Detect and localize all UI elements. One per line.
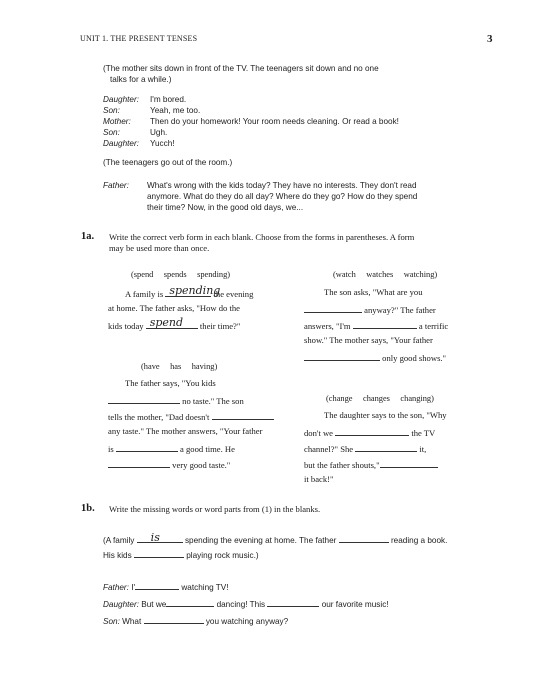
- choices-spend: (spend spends spending): [131, 270, 231, 279]
- speaker-line: Ugh.: [150, 128, 168, 137]
- answer-blank[interactable]: [137, 533, 183, 543]
- page-number: 3: [487, 33, 493, 45]
- text: kids today: [108, 321, 144, 331]
- handwritten-answer: spending: [169, 284, 221, 297]
- text: but the father shouts,": [304, 460, 380, 470]
- dialogue-line: [103, 139, 443, 150]
- text: don't we: [304, 428, 333, 438]
- answer-blank[interactable]: [108, 458, 170, 468]
- father-line-1: What's wrong with the kids today? They have no interests. They don't read: [147, 181, 417, 190]
- answer-blank[interactable]: [380, 458, 438, 468]
- answer-blank[interactable]: [304, 351, 380, 361]
- b3-line-2: [108, 394, 244, 406]
- text: their time?": [199, 321, 241, 331]
- speaker-label: Daughter:: [103, 139, 139, 148]
- answer-blank[interactable]: [135, 580, 179, 590]
- b4-line-4: [304, 458, 438, 470]
- b2-line-2: [304, 303, 436, 315]
- b1-line-2: at home. The father asks, "How do the: [108, 303, 240, 313]
- b2-line-3: [304, 319, 448, 331]
- text: playing rock music.): [186, 551, 259, 560]
- answer-blank[interactable]: [108, 394, 180, 404]
- b4-line-5: it back!": [304, 474, 334, 484]
- b1-line-3: [108, 316, 241, 331]
- text: you watching anyway?: [205, 617, 289, 626]
- choices-watch: (watch watches watching): [333, 270, 438, 279]
- ex1b-dialogue-2: [103, 597, 389, 610]
- answer-blank[interactable]: [166, 597, 214, 607]
- b3-line-5: [108, 442, 235, 454]
- ex1b-para-line-1: [103, 533, 447, 546]
- b2-line-5: [304, 351, 446, 363]
- b1-line-1: [125, 284, 254, 299]
- text: the TV: [411, 428, 436, 438]
- exercise-number-1a: 1a.: [81, 231, 95, 242]
- speaker-label: Father:: [103, 583, 129, 592]
- dialogue-line: [103, 128, 443, 139]
- answer-blank[interactable]: [165, 284, 221, 297]
- answer-blank[interactable]: [304, 303, 362, 313]
- exercise-1b-instructions: Write the missing words or word parts from (1) in the blanks.: [109, 504, 321, 514]
- father-speaker-label: Father:: [103, 181, 129, 190]
- speaker-label: Daughter:: [103, 95, 139, 104]
- text: I': [131, 583, 136, 592]
- b4-line-2: [304, 426, 435, 438]
- answer-blank[interactable]: [144, 614, 204, 624]
- text: spending the evening at home. The father: [184, 536, 337, 545]
- b2-line-4: show." The mother says, "Your father: [304, 335, 433, 345]
- stage-direction-2: (The teenagers go out of the room.): [103, 158, 233, 167]
- text: no taste." The son: [182, 396, 244, 406]
- father-line-2: anymore. What do they do all day? Where do they go? How do they spend: [147, 192, 418, 201]
- text: a good time. He: [180, 444, 235, 454]
- stage-direction-1: (The mother sits down in front of the TV. The teenagers sit down and no one: [103, 64, 379, 73]
- dialogue-line: [103, 95, 443, 106]
- text: tells the mother, "Dad doesn't: [108, 412, 210, 422]
- speaker-line: Yucch!: [150, 139, 175, 148]
- answer-blank[interactable]: [355, 442, 417, 452]
- text: watching TV!: [181, 583, 229, 592]
- speaker-line: Then do your homework! Your room needs cleaning. Or read a book!: [150, 117, 399, 126]
- exercise-number-1b: 1b.: [81, 503, 95, 514]
- text: What: [122, 617, 142, 626]
- exercise-1a-instructions: Write the correct verb form in each blank. Choose from the forms in parentheses. A form: [109, 232, 415, 242]
- b3-line-1: The father says, "You kids: [125, 378, 216, 388]
- text: His kids: [103, 551, 132, 560]
- answer-blank[interactable]: [134, 548, 184, 558]
- choices-change: (change changes changing): [326, 394, 434, 403]
- text: answers, "I'm: [304, 321, 351, 331]
- text: is: [108, 444, 114, 454]
- b2-line-1: The son asks, "What are you: [324, 287, 423, 297]
- b4-line-3: [304, 442, 426, 454]
- answer-blank[interactable]: [267, 597, 319, 607]
- text: channel?" She: [304, 444, 354, 454]
- b3-line-4: any taste." The mother answers, "Your father: [108, 426, 263, 436]
- speaker-label: Son:: [103, 106, 120, 115]
- unit-header: UNIT 1. THE PRESENT TENSES: [80, 34, 198, 43]
- text: dancing! This: [216, 600, 266, 609]
- speaker-line: Yeah, me too.: [150, 106, 201, 115]
- speaker-label: Son:: [103, 128, 120, 137]
- answer-blank[interactable]: [146, 316, 198, 329]
- dialogue-line: [103, 106, 443, 117]
- answer-blank[interactable]: [339, 533, 389, 543]
- ex1b-dialogue-1: [103, 580, 229, 593]
- b3-line-6: [108, 458, 230, 470]
- intro-dialogue: [103, 95, 443, 155]
- text: it,: [419, 444, 427, 454]
- answer-blank[interactable]: [116, 442, 178, 452]
- ex1b-para-line-2: [103, 548, 259, 561]
- b3-line-3: [108, 410, 274, 422]
- b4-line-1: The daughter says to the son, "Why: [324, 410, 447, 420]
- speaker-line: I'm bored.: [150, 95, 187, 104]
- text: a terrific: [418, 321, 449, 331]
- father-line-3: their time? Now, in the good old days, we...: [147, 203, 304, 212]
- exercise-1a-instructions-2: may be used more than once.: [109, 243, 210, 253]
- choices-have: (have has having): [141, 362, 218, 371]
- text: the evening: [213, 289, 254, 299]
- text: A family is: [125, 289, 164, 299]
- text: very good taste.": [172, 460, 231, 470]
- stage-direction-1b: talks for a while.): [110, 75, 172, 84]
- speaker-label: Son:: [103, 617, 120, 626]
- text: anyway?" The father: [364, 305, 436, 315]
- dialogue-line: [103, 117, 443, 128]
- answer-blank[interactable]: [353, 319, 417, 329]
- ex1b-dialogue-3: [103, 614, 288, 627]
- text: our favorite music!: [321, 600, 389, 609]
- text: But we: [141, 600, 167, 609]
- answer-blank[interactable]: [335, 426, 409, 436]
- speaker-label: Daughter:: [103, 600, 139, 609]
- text: (A family: [103, 536, 135, 545]
- handwritten-answer: spend: [149, 316, 184, 329]
- answer-blank[interactable]: [212, 410, 274, 420]
- handwritten-answer: is: [150, 531, 160, 544]
- text: only good shows.": [382, 353, 447, 363]
- text: reading a book.: [390, 536, 448, 545]
- speaker-label: Mother:: [103, 117, 131, 126]
